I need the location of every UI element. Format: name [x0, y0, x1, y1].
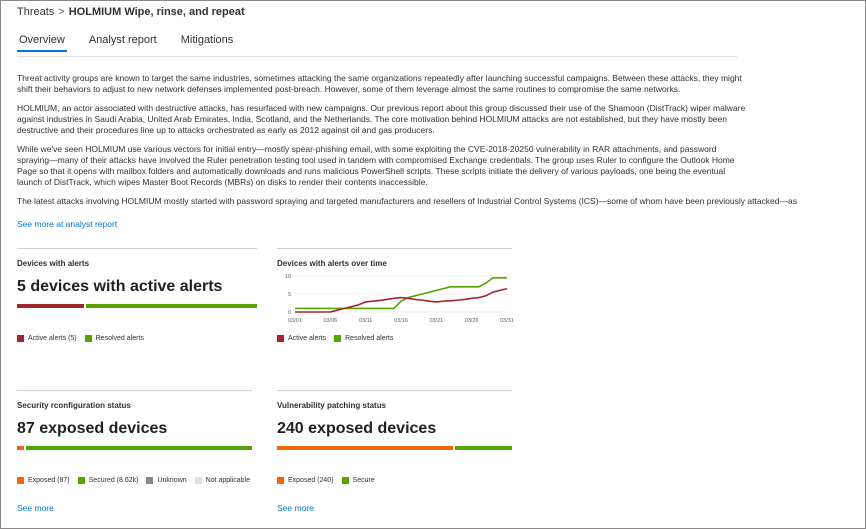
- patching-see-more-link[interactable]: See more: [277, 503, 314, 513]
- patching-legend: [277, 477, 383, 484]
- card-divider: [17, 390, 252, 391]
- patching-status-bar: [277, 446, 512, 450]
- secured-segment: [26, 446, 252, 450]
- security-status-bar: [17, 446, 252, 450]
- x-tick-label: 03/11: [358, 318, 373, 324]
- series-line-resolved-alerts: [295, 278, 507, 309]
- x-tick-label: 03/21: [429, 318, 444, 324]
- legend-item-exposed: [17, 477, 70, 484]
- vulnerability-patching-card: [277, 390, 512, 515]
- overview-text: [17, 73, 797, 215]
- chart-title: Devices with alerts over time: [277, 259, 387, 268]
- not-applicable-swatch: [195, 477, 202, 484]
- legend-label: Resolved alerts: [95, 335, 144, 342]
- see-more-analyst-report-link[interactable]: See more at analyst report: [17, 219, 118, 229]
- exposed-segment: [277, 446, 453, 450]
- exposed-segment: [17, 446, 24, 450]
- legend-label: Secured (8.62k): [88, 477, 139, 484]
- overview-paragraph: Threat activity groups are known to target the same industries, sometimes attacking the same organizations repeatedly after launching successful campaigns. Between these attacks, they might shift their behaviors to adjust to new network defenses implemented post-breach. However, some of them leverage almost the same routines to compromise the same networks.: [17, 73, 742, 94]
- legend-label: Not applicable: [205, 477, 251, 484]
- legend-item-active: [277, 335, 326, 342]
- alerts-trend-chart: [277, 272, 512, 328]
- security-see-more-link[interactable]: See more: [17, 503, 54, 513]
- trend-legend: [277, 335, 401, 342]
- exposed-devices-count: 87 exposed devices: [17, 420, 168, 437]
- page-title: HOLMIUM Wipe, rinse, and repeat: [68, 6, 245, 18]
- resolved-swatch: [334, 335, 341, 342]
- y-tick-label: 5: [287, 292, 291, 298]
- active-swatch: [277, 335, 284, 342]
- y-tick-label: 10: [284, 274, 291, 280]
- resolved-alerts-segment: [86, 304, 257, 308]
- resolved-swatch: [85, 335, 92, 342]
- overview-paragraph: HOLMIUM, an actor associated with destructive attacks, has resurfaced with new campaigns. Our previous report about this group discussed their use of the Shamoon (DistTrack) wiper malware against industries in Saudi Arabia, United Arab Emirates, India, Scotland, and the Netherlands. The core motivation behind HOLMIUM attacks are not established, but they have mostly been destructive and their procedures line up to attacks orchestrated as early as 2012 against oil and gas producers.: [17, 103, 746, 135]
- card-title: Vulnerability patching status: [277, 401, 387, 410]
- legend-label: Unknown: [157, 477, 187, 484]
- tab-mitigations[interactable]: Mitigations: [180, 34, 234, 46]
- card-divider: [277, 390, 512, 391]
- card-title: Security rconfiguration status: [17, 401, 131, 410]
- breadcrumb-separator: >: [58, 6, 65, 18]
- legend-item-resolved: [85, 335, 144, 342]
- tab-bar: [17, 34, 255, 52]
- legend-item-not-applicable: [195, 477, 250, 484]
- legend-item-secured: [78, 477, 139, 484]
- x-tick-label: 03/01: [288, 318, 302, 324]
- breadcrumb-threats-link[interactable]: Threats: [17, 6, 55, 18]
- secured-swatch: [78, 477, 85, 484]
- active-alerts-segment: [17, 304, 84, 308]
- active-swatch: [17, 335, 24, 342]
- unknown-swatch: [146, 477, 153, 484]
- alerts-legend: [17, 335, 152, 342]
- tab-analyst-report[interactable]: Analyst report: [88, 34, 157, 46]
- overview-paragraph: While we've seen HOLMIUM use various vectors for initial entry—mostly spear-phishing email, with some exploiting the CVE-2018-20250 vulnerability in RAR attachments, and password spraying—many of their attacks have involved the Ruler penetration testing tool used in tandem with compromised Exchange credentials. The group uses Ruler to configure the Outlook Home Page so that it opens with mailbox folders and automatically downloads and runs malicious PowerShell scripts. These scripts initiate the delivery of various payloads, one being the eventual launch of DistTrack, which wipes Master Boot Records (MBRs) on disks to render their contents inaccessible.: [17, 144, 735, 187]
- x-tick-label: 03/26: [464, 318, 479, 324]
- legend-item-resolved: [334, 335, 393, 342]
- legend-label: Active alerts: [288, 335, 327, 342]
- alerts-over-time-card: [277, 248, 512, 348]
- overview-paragraph: The latest attacks involving HOLMIUM mostly started with password spraying and targeted manufacturers and resellers of Industrial Control Systems (ICS)—some of whom have been previously attacked—as: [17, 196, 797, 206]
- security-legend: [17, 477, 258, 484]
- x-tick-label: 03/31: [500, 318, 514, 324]
- exposed-swatch: [17, 477, 24, 484]
- legend-item-exposed: [277, 477, 334, 484]
- exposed-swatch: [277, 477, 284, 484]
- x-tick-label: 03/06: [323, 318, 338, 324]
- breadcrumb: [17, 6, 245, 18]
- tab-overview[interactable]: Overview: [17, 34, 67, 52]
- legend-item-active: [17, 335, 77, 342]
- secure-swatch: [342, 477, 349, 484]
- devices-alert-count: 5 devices with active alerts: [17, 278, 223, 295]
- legend-label: Secure: [352, 477, 375, 484]
- card-divider: [277, 248, 512, 249]
- legend-item-unknown: [146, 477, 186, 484]
- security-configuration-card: [17, 390, 252, 515]
- secure-segment: [455, 446, 512, 450]
- legend-label: Active alerts (5): [28, 335, 77, 342]
- card-title: Devices with alerts: [17, 259, 90, 268]
- card-divider: [17, 248, 257, 249]
- legend-label: Exposed (240): [288, 477, 334, 484]
- legend-label: Exposed (87): [28, 477, 70, 484]
- x-tick-label: 03/16: [394, 318, 408, 324]
- y-tick-label: 0: [287, 310, 291, 316]
- devices-with-alerts-card: [17, 248, 257, 348]
- legend-label: Resolved alerts: [345, 335, 394, 342]
- tab-divider: [17, 56, 737, 57]
- exposed-devices-count: 240 exposed devices: [277, 420, 437, 437]
- legend-item-secure: [342, 477, 375, 484]
- alerts-status-bar: [17, 304, 257, 308]
